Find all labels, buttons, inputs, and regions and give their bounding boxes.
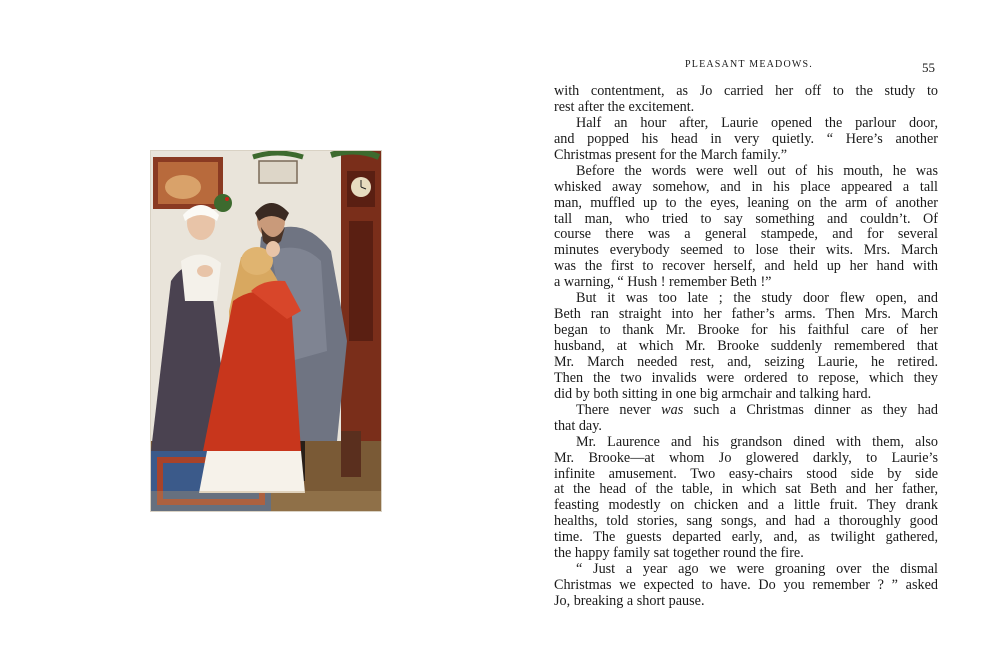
text-line bbox=[554, 403, 938, 419]
text-line: time. The guests departed early, and, as twilight gathered, bbox=[554, 530, 938, 546]
text-line: healths, told stories, sang songs, and had a thoroughly good bbox=[554, 514, 938, 530]
text-line: Mr. March needed rest, and, seizing Laurie, he retired. bbox=[554, 354, 938, 370]
text-run: such a Christmas dinner as they had bbox=[683, 402, 938, 418]
illustration-plate bbox=[150, 150, 382, 512]
text-run: There never bbox=[576, 402, 662, 418]
text-line: husband, at which Mr. Brooke suddenly remembered that bbox=[554, 339, 938, 354]
text-line: that day. bbox=[554, 418, 602, 434]
text-line: tall man, who tried to say something and couldn’t. Of bbox=[554, 211, 938, 227]
text-line: and popped his head in very quietly. “ Here’s another bbox=[554, 131, 938, 147]
text-line: began to thank Mr. Brooke for his faithful care of her bbox=[554, 323, 938, 339]
text-line: But it was too late ; the study door flew open, and bbox=[576, 291, 938, 307]
text-line: Christmas present for the March family.” bbox=[554, 147, 788, 163]
text-line: Then the two invalids were ordered to repose, which they bbox=[554, 370, 938, 386]
text-line: was the first to recover herself, and held up her hand with bbox=[554, 259, 938, 275]
emphasis-word: was bbox=[661, 402, 684, 418]
text-line: with contentment, as Jo carried her off to the study to bbox=[554, 84, 938, 99]
text-line: a warning, “ Hush ! remember Beth !” bbox=[554, 275, 772, 291]
text-line: Christmas we expected to have. Do you remember ? ” asked bbox=[554, 578, 938, 594]
text-line: Mr. Laurence and his grandson dined with them, also bbox=[576, 434, 938, 450]
text-line: rest after the excitement. bbox=[554, 99, 695, 115]
text-line: “ Just a year ago we were groaning over the dismal bbox=[576, 562, 938, 578]
text-line: Before the words were well out of his mouth, he was bbox=[576, 163, 938, 179]
text-line: feasting modestly on chicken and a little fruit. They drank bbox=[554, 498, 938, 514]
text-line: course there was a general stampede, and for several bbox=[554, 227, 938, 243]
christmas-reunion-illustration bbox=[151, 151, 381, 511]
text-line: the happy family sat together round the fire. bbox=[554, 546, 804, 562]
text-line: minutes everybody seemed to lose their wits. Mrs. March bbox=[554, 243, 938, 259]
text-line: man, muffled up to the eyes, leaning on the arm of another bbox=[554, 195, 938, 211]
text-line: Half an hour after, Laurie opened the parlour door, bbox=[576, 115, 938, 131]
text-line: Beth ran straight into her father’s arms. Then Mrs. March bbox=[554, 307, 938, 323]
text-line: Jo, breaking a short pause. bbox=[554, 594, 705, 609]
text-line: Mr. Brooke—at whom Jo glowered darkly, to Laurie’s bbox=[554, 450, 938, 466]
text-line: at the head of the table, in which sat Beth and her father, bbox=[554, 482, 938, 498]
text-line: whisked away somehow, and in his place appeared a tall bbox=[554, 179, 938, 195]
page-number: 55 bbox=[922, 60, 935, 75]
running-head: PLEASANT MEADOWS. bbox=[685, 59, 813, 70]
right-page bbox=[500, 0, 1000, 656]
body-text bbox=[554, 84, 938, 610]
text-line: infinite amusement. Two easy-chairs stood side by side bbox=[554, 466, 938, 482]
text-line: did by both sitting in one big armchair and talking hard. bbox=[554, 386, 872, 402]
